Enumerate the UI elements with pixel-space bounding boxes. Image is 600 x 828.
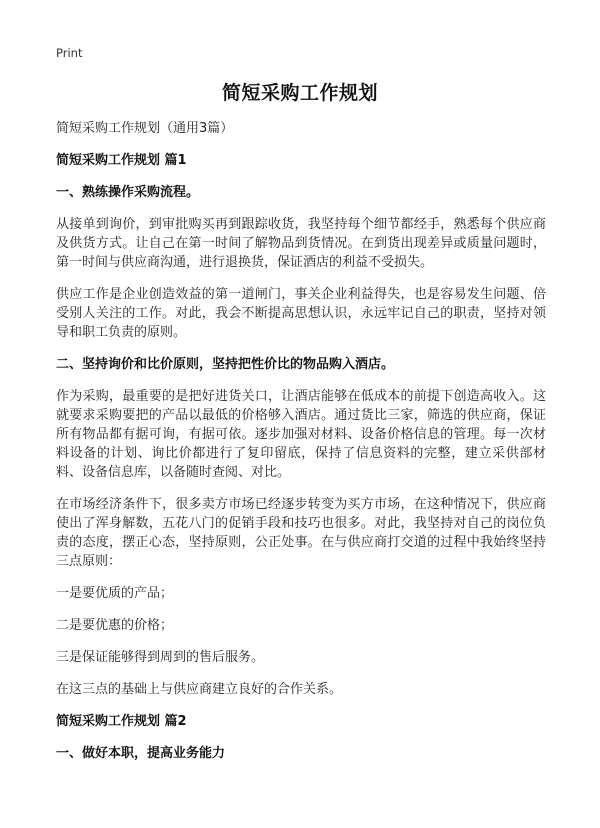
paragraph: 从接单到询价，到审批购买再到跟踪收货，我坚持每个细节都经手，熟悉每个供应商及供货方式。让自己在第一时间了解物品到货情况。在到货出现差异或质量问题时，第一时间与供应商沟通，进行退换货，保证酒店的利益不受损失。 — [56, 217, 546, 270]
document-subtitle: 简短采购工作规划（通用3篇） — [56, 121, 234, 136]
article-2-section-1-heading: 一、做好本职，提高业务能力 — [56, 746, 226, 761]
article-1-section-2-heading: 二、坚持询价和比价原则，坚持把性价比的物品购入酒店。 — [56, 357, 395, 372]
paragraph: 作为采购，最重要的是把好进货关口，让酒店能够在低成本的前提下创造高收入。这就要求采购要把的产品以最低的价格够入酒店。通过货比三家，筛选的供应商，保证所有物品都有据可询，有据可依。逐步加强对材料、设备价格信息的管理。每一次材料设备的计划、询比价都进行了复印留底，保持了信息资料的完整，建立采供部材料、设备信息库，以备随时查阅、对比。 — [56, 389, 546, 480]
principle-item: 二是要优惠的价格； — [56, 618, 174, 633]
paragraph: 供应工作是企业创造效益的第一道闸门，事关企业利益得失，也是容易发生问题、倍受别人关注的工作。对此，我会不断提高思想认识，永远牢记自己的职责，坚持对领导和职工负责的原则。 — [56, 287, 546, 340]
principle-item: 三是保证能够得到周到的售后服务。 — [56, 650, 265, 665]
principle-item: 一是要优质的产品； — [56, 586, 174, 601]
paragraph: 在这三点的基础上与供应商建立良好的合作关系。 — [56, 682, 343, 697]
paragraph: 在市场经济条件下，很多卖方市场已经逐步转变为买方市场，在这种情况下，供应商使出了浑身解数，五花八门的促销手段和技巧也很多。对此，我坚持对自己的岗位负责的态度，摆正心态，坚持原则，公正处事。在与供应商打交道的过程中我始终坚持三点原则： — [56, 497, 546, 569]
print-label: Print — [56, 46, 83, 60]
document-body — [56, 119, 546, 776]
article-1-heading: 简短采购工作规划 篇1 — [56, 153, 187, 168]
article-2-heading: 简短采购工作规划 篇2 — [56, 714, 187, 729]
article-1-section-1-heading: 一、熟练操作采购流程。 — [56, 185, 200, 200]
document-title: 简短采购工作规划 — [221, 82, 378, 104]
